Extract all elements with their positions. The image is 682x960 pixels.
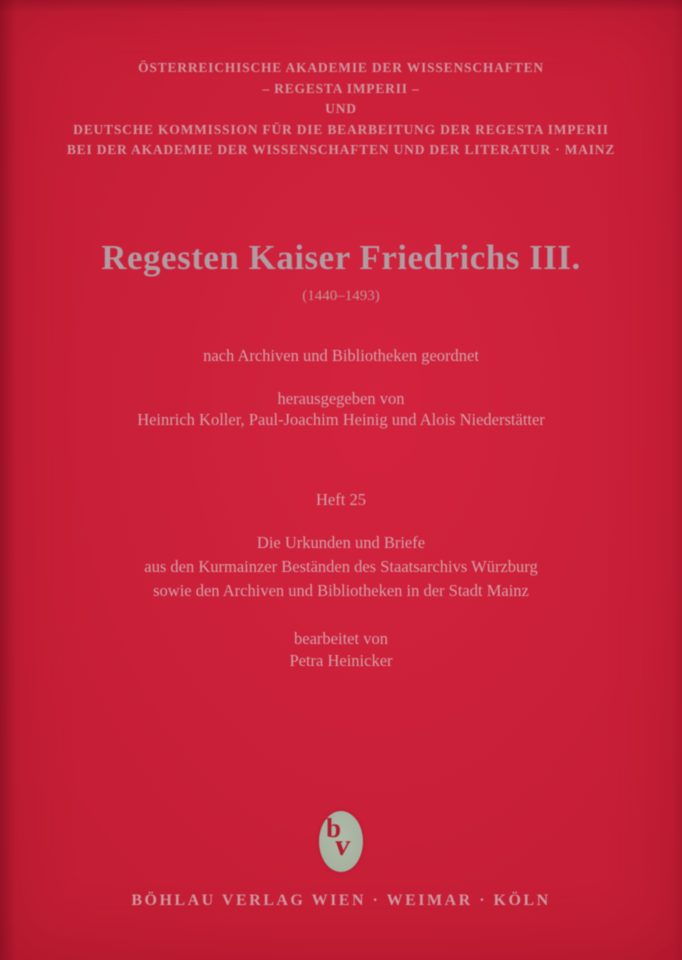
institution-line-2: – REGESTA IMPERII – [262, 81, 420, 96]
volume-description-line-2: aus den Kurmainzer Beständen des Staatsarchivs Würzburg [144, 557, 538, 576]
institution-line-4: DEUTSCHE KOMMISSION FÜR DIE BEARBEITUNG DER REGESTA IMPERII [73, 122, 609, 137]
compiler-name: Petra Heinicker [289, 651, 393, 670]
title-dates: (1440–1493) [302, 288, 380, 304]
editors-names: Heinrich Koller, Paul-Joachim Heinig und Alois Niederstätter [137, 410, 545, 429]
logo-letter-v: v [333, 829, 352, 862]
subtitle: nach Archiven und Bibliotheken geordnet [203, 346, 479, 365]
boehlau-verlag-logo-icon [319, 811, 363, 872]
institution-line-1: ÖSTERREICHISCHE AKADEMIE DER WISSENSCHAFTEN [138, 60, 544, 75]
volume-description-line-3: sowie den Archiven und Bibliotheken in der Stadt Mainz [153, 581, 529, 600]
institution-line-5: BEI DER AKADEMIE DER WISSENSCHAFTEN UND DER LITERATUR · MAINZ [66, 142, 616, 157]
volume-number: Heft 25 [316, 490, 366, 509]
book-title: Regesten Kaiser Friedrichs III. [101, 238, 581, 277]
institution-line-3: UND [325, 101, 357, 116]
volume-description-line-1: Die Urkunden und Briefe [256, 533, 426, 552]
compiler-label: bearbeitet von [294, 629, 388, 648]
editors-label: herausgegeben von [277, 389, 405, 408]
logo-letter-b: b [326, 813, 342, 843]
publisher-imprint: BÖHLAU VERLAG WIEN · WEIMAR · KÖLN [131, 892, 551, 909]
